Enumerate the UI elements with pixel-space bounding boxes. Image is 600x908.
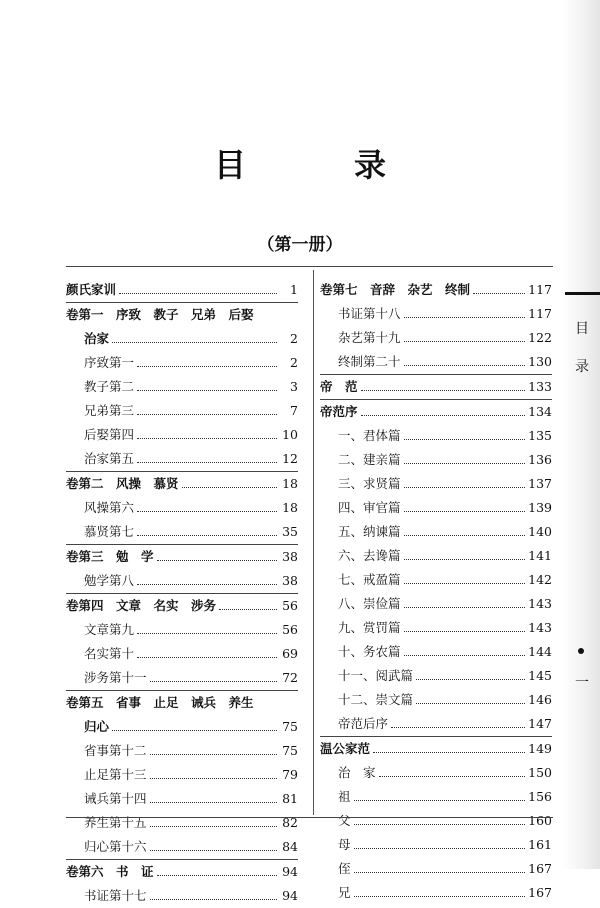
toc-entry	[66, 859, 298, 884]
toc-entry-page: 56	[282, 622, 298, 637]
toc-entry-title: 勉学第八	[84, 573, 135, 588]
toc-leader-dots	[112, 730, 277, 731]
toc-entry	[320, 857, 552, 881]
toc-leader-dots	[354, 848, 526, 849]
toc-entry	[66, 399, 298, 423]
toc-entry	[66, 690, 298, 715]
toc-entry-page: 2	[290, 331, 298, 346]
toc-leader-dots	[137, 535, 277, 536]
toc-entry-page: 79	[282, 767, 298, 782]
toc-leader-dots	[404, 487, 526, 488]
column-divider	[313, 270, 314, 815]
toc-entry	[320, 664, 552, 688]
toc-entry-title: 三、求贤篇	[338, 476, 401, 491]
toc-entry-title: 十二、崇文篇	[338, 692, 414, 707]
toc-entry-page: 167	[528, 861, 552, 876]
toc-entry-title: 兄弟第三	[84, 403, 135, 418]
toc-leader-dots	[137, 438, 277, 439]
toc-entry	[66, 593, 298, 618]
toc-entry	[66, 327, 298, 351]
toc-entry	[320, 833, 552, 857]
toc-entry-page: 144	[528, 644, 552, 659]
toc-entry-title: 涉务第十一	[84, 670, 147, 685]
toc-entry-page: 117	[528, 282, 552, 297]
toc-entry-title: 终制第二十	[338, 354, 401, 369]
toc-entry-title: 卷第三 勉 学	[66, 549, 154, 564]
toc-entry-page: 18	[282, 500, 298, 515]
toc-leader-dots	[404, 511, 526, 512]
toc-entry-title: 四、审官篇	[338, 500, 401, 515]
toc-entry-title: 治家第五	[84, 451, 135, 466]
toc-entry-page: 137	[528, 476, 552, 491]
toc-entry-page: 161	[528, 837, 552, 852]
toc-entry-title: 六、去谗篇	[338, 548, 401, 563]
toc-leader-dots	[150, 850, 277, 851]
toc-entry	[320, 520, 552, 544]
toc-entry-title: 慕贤第七	[84, 524, 135, 539]
toc-entry-title: 杂艺第十九	[338, 330, 401, 345]
toc-entry-page: 56	[282, 598, 298, 613]
toc-entry-page: 75	[282, 719, 298, 734]
toc-entry	[66, 569, 298, 593]
toc-entry-page: 167	[528, 885, 552, 900]
margin-label-top: 目	[575, 321, 589, 337]
toc-leader-dots	[137, 633, 277, 634]
toc-leader-dots	[354, 896, 526, 897]
toc-right-column	[320, 278, 552, 905]
toc-entry-title: 序致第一	[84, 355, 135, 370]
toc-entry	[66, 351, 298, 375]
toc-entry-page: 139	[528, 500, 552, 515]
toc-entry	[320, 568, 552, 592]
toc-entry-title: 兄	[338, 885, 351, 900]
toc-entry	[66, 496, 298, 520]
toc-entry-title: 祖	[338, 789, 351, 804]
toc-entry-title: 省事第十二	[84, 743, 147, 758]
toc-entry	[320, 448, 552, 472]
toc-leader-dots	[391, 727, 525, 728]
toc-leader-dots	[404, 463, 526, 464]
toc-entry	[320, 881, 552, 905]
toc-entry-page: 10	[282, 427, 298, 442]
toc-leader-dots	[404, 317, 526, 318]
toc-entry-title: 后娶第四	[84, 427, 135, 442]
toc-leader-dots	[361, 390, 526, 391]
toc-entry	[66, 884, 298, 908]
toc-entry	[66, 835, 298, 859]
toc-entry-title: 七、戒盈篇	[338, 572, 401, 587]
toc-entry	[66, 715, 298, 739]
toc-entry-page: 160	[528, 813, 552, 828]
toc-leader-dots	[182, 487, 277, 488]
toc-entry-title: 止足第十三	[84, 767, 147, 782]
toc-entry-page: 38	[282, 573, 298, 588]
toc-entry-title: 帝 范	[320, 379, 358, 394]
toc-leader-dots	[404, 607, 526, 608]
toc-leader-dots	[404, 655, 526, 656]
toc-leader-dots	[112, 342, 277, 343]
toc-entry	[66, 763, 298, 787]
toc-entry	[66, 618, 298, 642]
toc-entry	[320, 302, 552, 326]
toc-entry-title: 卷第五 省事 止足 诫兵 养生	[66, 695, 254, 710]
toc-entry-title: 卷第二 风操 慕贤	[66, 476, 179, 491]
toc-entry	[320, 544, 552, 568]
toc-entry	[320, 712, 552, 736]
toc-entry-page: 135	[528, 428, 552, 443]
toc-leader-dots	[361, 415, 526, 416]
toc-entry-title: 归心	[84, 719, 110, 734]
toc-entry	[66, 787, 298, 811]
volume-label: （第一册）	[257, 235, 343, 255]
toc-entry	[320, 736, 552, 761]
toc-leader-dots	[150, 802, 277, 803]
toc-entry	[320, 472, 552, 496]
toc-entry-page: 1	[290, 282, 298, 297]
toc-entry-title: 文章第九	[84, 622, 135, 637]
toc-entry-title: 风操第六	[84, 500, 135, 515]
toc-leader-dots	[404, 559, 526, 560]
toc-leader-dots	[157, 560, 277, 561]
toc-entry-page: 136	[528, 452, 552, 467]
toc-entry-page: 156	[528, 789, 552, 804]
toc-entry-title: 归心第十六	[84, 839, 147, 854]
toc-entry-title: 九、赏罚篇	[338, 620, 401, 635]
toc-entry-title: 颜氏家训	[66, 282, 117, 297]
margin-label-bottom: 录	[575, 359, 589, 375]
toc-entry-title: 卷第六 书 证	[66, 864, 154, 879]
toc-leader-dots	[137, 657, 277, 658]
toc-entry-page: 130	[528, 354, 552, 369]
toc-entry	[320, 809, 552, 833]
toc-entry	[320, 374, 552, 399]
toc-leader-dots	[150, 754, 277, 755]
toc-entry	[320, 496, 552, 520]
toc-entry	[320, 592, 552, 616]
toc-leader-dots	[354, 800, 526, 801]
toc-entry-page: 142	[528, 572, 552, 587]
toc-entry-title: 帝范后序	[338, 716, 389, 731]
toc-entry-page: 69	[282, 646, 298, 661]
toc-entry-page: 2	[290, 355, 298, 370]
toc-entry	[320, 326, 552, 350]
toc-entry-page: 140	[528, 524, 552, 539]
toc-entry	[320, 688, 552, 712]
toc-entry-title: 父	[338, 813, 351, 828]
toc-entry-page: 94	[282, 864, 298, 879]
toc-entry	[66, 302, 298, 327]
page-title: 目 录	[213, 146, 424, 184]
toc-entry	[320, 350, 552, 374]
toc-entry	[66, 642, 298, 666]
toc-leader-dots	[473, 293, 525, 294]
toc-entry-title: 书证第十八	[338, 306, 401, 321]
margin-bullet	[578, 648, 584, 654]
toc-entry-page: 117	[528, 306, 552, 321]
toc-entry-title: 治家	[84, 331, 110, 346]
toc-leader-dots	[404, 535, 526, 536]
toc-entry-title: 卷第一 序致 教子 兄弟 后娶	[66, 307, 254, 322]
toc-entry-title: 养生第十五	[84, 815, 147, 830]
toc-entry	[320, 761, 552, 785]
toc-entry	[66, 471, 298, 496]
toc-entry-page: 147	[528, 716, 552, 731]
toc-leader-dots	[137, 414, 277, 415]
toc-entry-page: 134	[528, 404, 552, 419]
toc-entry-page: 12	[282, 451, 298, 466]
top-rule	[66, 266, 553, 267]
toc-entry-page: 35	[282, 524, 298, 539]
toc-leader-dots	[150, 681, 277, 682]
toc-entry-title: 十一、阅武篇	[338, 668, 414, 683]
toc-leader-dots	[157, 875, 277, 876]
toc-entry-page: 82	[282, 815, 298, 830]
toc-leader-dots	[404, 583, 526, 584]
toc-leader-dots	[150, 899, 277, 900]
margin-tab-line	[565, 292, 600, 295]
toc-entry-page: 146	[528, 692, 552, 707]
toc-entry-title: 诫兵第十四	[84, 791, 147, 806]
toc-entry	[320, 616, 552, 640]
toc-entry-title: 名实第十	[84, 646, 135, 661]
toc-leader-dots	[137, 511, 277, 512]
toc-entry-page: 122	[528, 330, 552, 345]
toc-leader-dots	[119, 293, 277, 294]
page-edge-shade	[562, 0, 600, 869]
toc-entry	[66, 811, 298, 835]
toc-entry	[66, 423, 298, 447]
toc-entry	[66, 447, 298, 471]
toc-entry-title: 十、务农篇	[338, 644, 401, 659]
toc-entry	[320, 640, 552, 664]
toc-leader-dots	[379, 776, 526, 777]
toc-leader-dots	[354, 872, 526, 873]
toc-entry-page: 38	[282, 549, 298, 564]
toc-entry-page: 75	[282, 743, 298, 758]
toc-leader-dots	[404, 631, 526, 632]
toc-leader-dots	[404, 365, 526, 366]
toc-entry-page: 72	[282, 670, 298, 685]
toc-entry-title: 一、君体篇	[338, 428, 401, 443]
toc-entry-page: 150	[528, 765, 552, 780]
toc-entry-title: 卷第四 文章 名实 涉务	[66, 598, 217, 613]
toc-entry	[320, 278, 552, 302]
toc-leader-dots	[137, 462, 277, 463]
toc-entry-page: 84	[282, 839, 298, 854]
toc-leader-dots	[137, 584, 277, 585]
toc-entry-page: 94	[282, 888, 298, 903]
toc-entry	[66, 544, 298, 569]
toc-entry-title: 治 家	[338, 765, 376, 780]
toc-leader-dots	[416, 703, 525, 704]
bottom-rule	[66, 817, 553, 818]
toc-entry-page: 143	[528, 596, 552, 611]
toc-entry-page: 145	[528, 668, 552, 683]
toc-entry-title: 二、建亲篇	[338, 452, 401, 467]
toc-leader-dots	[354, 824, 526, 825]
toc-entry-page: 7	[290, 403, 298, 418]
toc-entry-title: 八、崇俭篇	[338, 596, 401, 611]
toc-entry	[66, 375, 298, 399]
toc-leader-dots	[373, 752, 525, 753]
toc-entry-title: 温公家范	[320, 741, 371, 756]
toc-entry-title: 书证第十七	[84, 888, 147, 903]
toc-entry-page: 81	[282, 791, 298, 806]
toc-entry	[66, 520, 298, 544]
toc-entry-page: 18	[282, 476, 298, 491]
toc-entry-page: 141	[528, 548, 552, 563]
toc-entry-page: 143	[528, 620, 552, 635]
toc-entry-page: 133	[528, 379, 552, 394]
toc-leader-dots	[404, 341, 526, 342]
toc-left-column	[66, 278, 298, 908]
page-number: 一	[575, 675, 589, 691]
toc-entry-page: 149	[528, 741, 552, 756]
toc-entry-title: 母	[338, 837, 351, 852]
toc-leader-dots	[137, 390, 277, 391]
toc-leader-dots	[416, 679, 525, 680]
toc-entry-title: 教子第二	[84, 379, 135, 394]
toc-entry-title: 五、纳谏篇	[338, 524, 401, 539]
toc-leader-dots	[404, 439, 526, 440]
toc-leader-dots	[150, 826, 277, 827]
toc-entry-title: 卷第七 音辞 杂艺 终制	[320, 282, 471, 297]
toc-leader-dots	[137, 366, 277, 367]
toc-entry	[320, 424, 552, 448]
toc-entry	[320, 785, 552, 809]
toc-entry-title: 帝范序	[320, 404, 358, 419]
toc-leader-dots	[219, 609, 277, 610]
toc-entry-title: 侄	[338, 861, 351, 876]
toc-entry	[320, 399, 552, 424]
toc-entry	[66, 666, 298, 690]
toc-entry	[66, 739, 298, 763]
toc-entry-page: 3	[290, 379, 298, 394]
toc-entry	[66, 278, 298, 302]
toc-leader-dots	[150, 778, 277, 779]
